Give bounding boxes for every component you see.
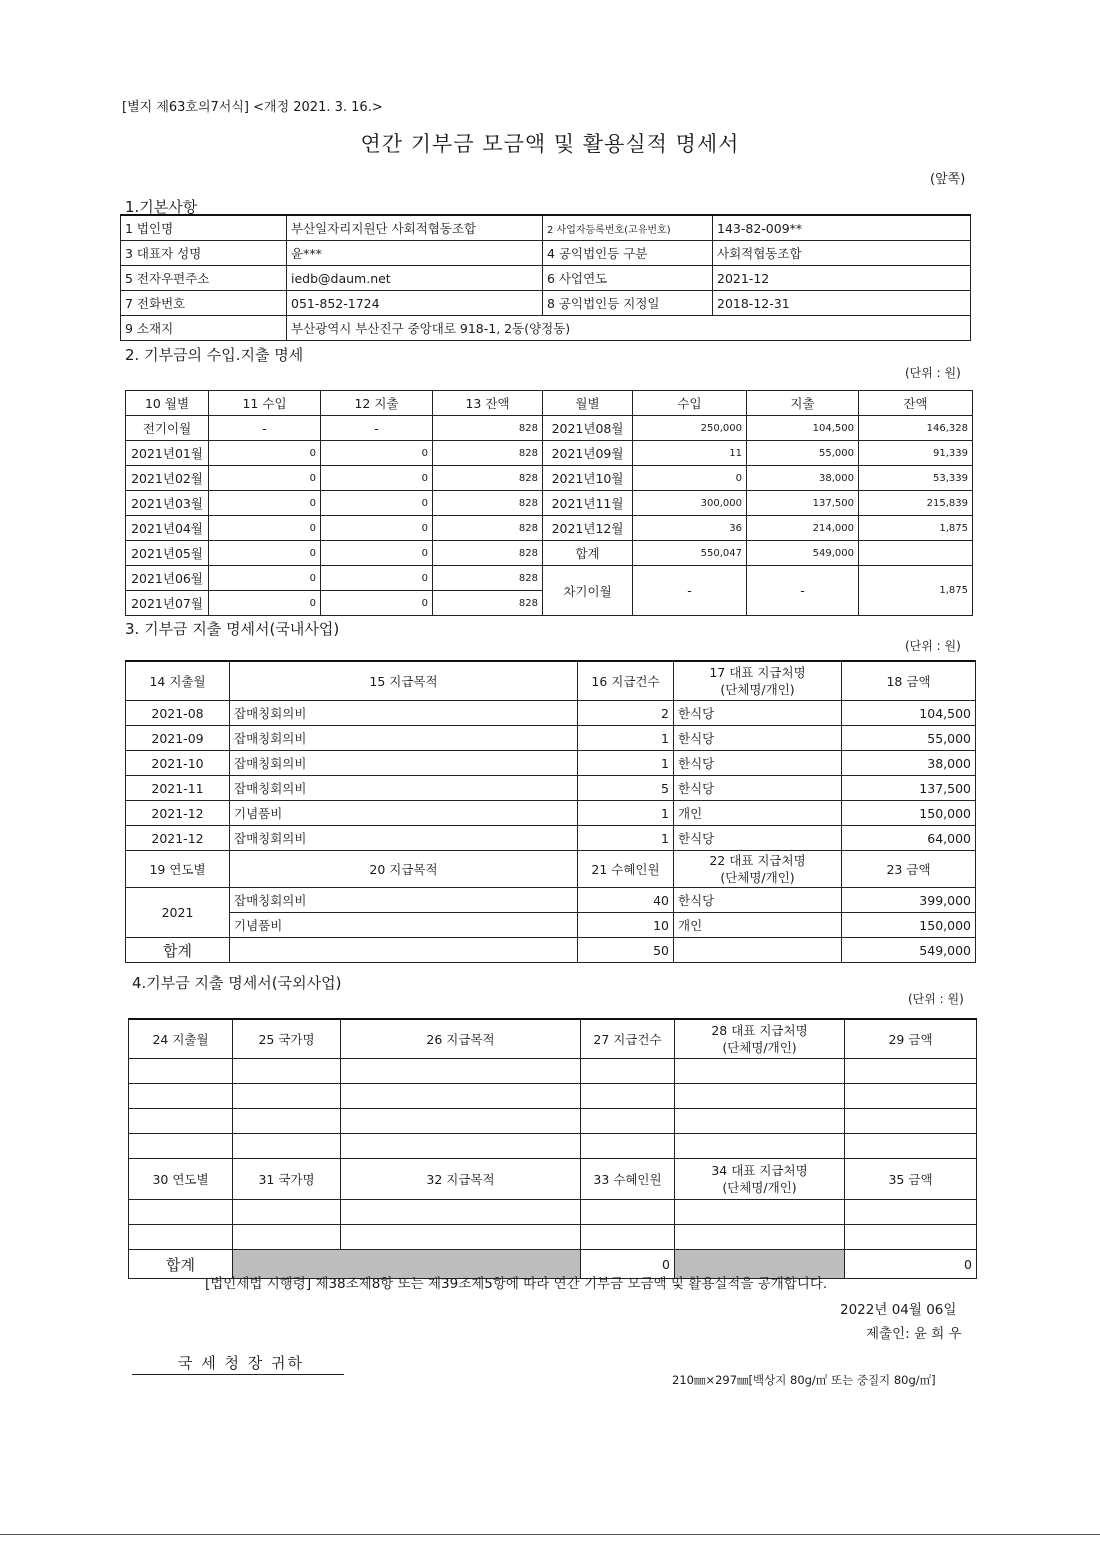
empty-cell <box>581 1109 675 1134</box>
empty-cell <box>341 1084 581 1109</box>
empty-cell <box>233 1109 341 1134</box>
month-cell: 2021년03월 <box>126 491 209 516</box>
balance-cell: 1,875 <box>859 516 973 541</box>
expense-cell: 55,000 <box>747 441 859 466</box>
column-header: 15 지급목적 <box>230 661 578 701</box>
submitter: 제출인: 윤 희 우 <box>866 1326 962 1342</box>
section2-heading: 2. 기부금의 수입.지출 명세 <box>125 346 304 364</box>
basic-info-row <box>121 266 971 291</box>
field-label: 3 대표자 성명 <box>121 241 287 266</box>
amount-cell: 150,000 <box>842 801 976 826</box>
empty-cell <box>675 1059 845 1084</box>
month-cell: 2021년07월 <box>126 591 209 616</box>
income-cell: 550,047 <box>633 541 747 566</box>
month-cell: 2021년05월 <box>126 541 209 566</box>
submission-date: 2022년 04월 06일 <box>840 1302 957 1318</box>
income-cell: - <box>633 566 747 616</box>
column-header: 23 금액 <box>842 851 976 888</box>
expense-cell: - <box>747 566 859 616</box>
header-row <box>126 661 976 701</box>
field-label: 8 공익법인등 지정일 <box>543 291 713 316</box>
empty-cell <box>341 1059 581 1084</box>
purpose-cell: 잡매칭회의비 <box>230 826 578 851</box>
basic-info-row <box>121 215 971 241</box>
column-header: 10 월별 <box>126 391 209 416</box>
empty-cell <box>341 1134 581 1159</box>
column-header: 16 지급건수 <box>578 661 674 701</box>
address-value: 부산광역시 부산진구 중앙대로 918-1, 2동(양정동) <box>287 316 971 341</box>
carry-over-balance: 1,875 <box>859 566 973 616</box>
recipient-underline <box>132 1374 344 1375</box>
field-value: 143-82-009** <box>713 215 971 241</box>
column-header: 27 지급건수 <box>581 1019 675 1059</box>
total-label: 합계 <box>126 938 230 963</box>
empty-cell <box>341 1225 581 1250</box>
count-cell: 5 <box>578 776 674 801</box>
field-label: 4 공익법인등 구분 <box>543 241 713 266</box>
month-cell: 2021년10월 <box>543 466 633 491</box>
yearly-row <box>126 913 976 938</box>
empty-cell <box>129 1059 233 1084</box>
purpose-cell: 기념품비 <box>230 801 578 826</box>
month-row <box>126 466 973 491</box>
field-value: iedb@daum.net <box>287 266 543 291</box>
balance-cell: 91,339 <box>859 441 973 466</box>
expense-cell: 38,000 <box>747 466 859 491</box>
income-cell: 300,000 <box>633 491 747 516</box>
empty-cell <box>129 1225 233 1250</box>
field-label: 9 소재지 <box>121 316 287 341</box>
payee-cell: 개인 <box>674 801 842 826</box>
empty-row <box>129 1084 977 1109</box>
balance-cell: 828 <box>433 566 543 591</box>
column-header: 잔액 <box>859 391 973 416</box>
field-label: 6 사업연도 <box>543 266 713 291</box>
expense-cell: 549,000 <box>747 541 859 566</box>
expense-row <box>126 776 976 801</box>
payee-cell: 한식당 <box>674 826 842 851</box>
empty-cell <box>675 1225 845 1250</box>
balance-cell: 828 <box>433 491 543 516</box>
section4-heading: 4.기부금 지출 명세서(국외사업) <box>132 974 342 992</box>
expense-row <box>126 726 976 751</box>
overseas-expense-table <box>128 1018 977 1279</box>
empty-cell <box>233 1059 341 1084</box>
column-header: 34 대표 지급처명 (단체명/개인) <box>675 1159 845 1200</box>
empty-cell <box>845 1225 977 1250</box>
month-cell: 합계 <box>543 541 633 566</box>
income-cell: 0 <box>209 566 321 591</box>
yearly-row <box>126 888 976 913</box>
basic-info-row <box>121 291 971 316</box>
month-cell: 2021-09 <box>126 726 230 751</box>
field-value: 윤*** <box>287 241 543 266</box>
month-row <box>126 541 973 566</box>
empty-cell <box>129 1109 233 1134</box>
total-row <box>126 938 976 963</box>
empty-cell <box>675 1109 845 1134</box>
column-header: 14 지출월 <box>126 661 230 701</box>
month-cell: 2021년02월 <box>126 466 209 491</box>
field-label: 1 법인명 <box>121 215 287 241</box>
income-cell: 0 <box>209 541 321 566</box>
empty-cell <box>581 1225 675 1250</box>
column-header: 17 대표 지급처명 (단체명/개인) <box>674 661 842 701</box>
count-cell: 1 <box>578 826 674 851</box>
month-row <box>126 441 973 466</box>
header-row <box>129 1019 977 1059</box>
column-header: 35 금액 <box>845 1159 977 1200</box>
address-row <box>121 316 971 341</box>
purpose-cell: 잡매칭회의비 <box>230 776 578 801</box>
empty-cell <box>581 1200 675 1225</box>
column-header: 33 수혜인원 <box>581 1159 675 1200</box>
expense-cell: 0 <box>321 591 433 616</box>
month-cell: 2021-10 <box>126 751 230 776</box>
unit-label: (단위 : 원) <box>908 992 964 1006</box>
expense-cell: 0 <box>321 441 433 466</box>
document-title: 연간 기부금 모금액 및 활용실적 명세서 <box>360 132 740 156</box>
empty-cell <box>233 1200 341 1225</box>
column-header: 11 수입 <box>209 391 321 416</box>
amount-cell: 104,500 <box>842 701 976 726</box>
basic-info-row <box>121 241 971 266</box>
expense-cell: - <box>321 416 433 441</box>
empty-cell <box>129 1134 233 1159</box>
expense-cell: 104,500 <box>747 416 859 441</box>
empty-cell <box>233 1134 341 1159</box>
balance-cell <box>859 541 973 566</box>
empty-cell <box>845 1059 977 1084</box>
empty-row <box>129 1225 977 1250</box>
section1-heading: 1.기본사항 <box>125 198 198 216</box>
total-count: 0 <box>581 1250 675 1279</box>
page-side: (앞쪽) <box>930 172 966 187</box>
column-header: 수입 <box>633 391 747 416</box>
empty-cell <box>230 938 578 963</box>
balance-cell: 828 <box>433 516 543 541</box>
column-header: 13 잔액 <box>433 391 543 416</box>
column-header: 22 대표 지급처명 (단체명/개인) <box>674 851 842 888</box>
recipient: 국 세 청 장 귀하 <box>178 1354 305 1372</box>
empty-row <box>129 1134 977 1159</box>
payee-cell: 한식당 <box>674 776 842 801</box>
income-cell: 0 <box>209 466 321 491</box>
empty-cell <box>845 1200 977 1225</box>
amount-cell: 399,000 <box>842 888 976 913</box>
month-cell: 2021년06월 <box>126 566 209 591</box>
empty-cell <box>845 1134 977 1159</box>
income-cell: 0 <box>633 466 747 491</box>
payee-cell: 한식당 <box>674 726 842 751</box>
expense-cell: 0 <box>321 541 433 566</box>
empty-cell <box>129 1084 233 1109</box>
field-label: 5 전자우편주소 <box>121 266 287 291</box>
month-cell: 2021년04월 <box>126 516 209 541</box>
expense-cell: 137,500 <box>747 491 859 516</box>
purpose-cell: 잡매칭회의비 <box>230 726 578 751</box>
purpose-cell: 잡매칭회의비 <box>230 751 578 776</box>
count-cell: 10 <box>578 913 674 938</box>
purpose-cell: 잡매칭회의비 <box>230 701 578 726</box>
month-cell: 2021년12월 <box>543 516 633 541</box>
empty-cell <box>581 1059 675 1084</box>
column-header: 월별 <box>543 391 633 416</box>
field-value: 051-852-1724 <box>287 291 543 316</box>
field-label: 2 사업자등록번호(고유번호) <box>543 215 713 241</box>
month-cell: 2021-12 <box>126 801 230 826</box>
form-number: [별지 제63호의7서식] <개정 2021. 3. 16.> <box>122 100 383 115</box>
paper-spec: 210㎜×297㎜[백상지 80g/㎡ 또는 중질지 80g/㎡] <box>672 1373 936 1387</box>
purpose-cell: 기념품비 <box>230 913 578 938</box>
empty-row <box>129 1059 977 1084</box>
payee-cell: 한식당 <box>674 701 842 726</box>
count-cell: 1 <box>578 726 674 751</box>
empty-cell <box>341 1200 581 1225</box>
empty-cell <box>675 1084 845 1109</box>
month-cell: 2021-11 <box>126 776 230 801</box>
empty-cell <box>675 1134 845 1159</box>
income-cell: 11 <box>633 441 747 466</box>
column-header: 12 지출 <box>321 391 433 416</box>
empty-cell <box>845 1084 977 1109</box>
expense-cell: 0 <box>321 516 433 541</box>
income-expense-table <box>125 390 973 616</box>
legal-notice: [법인세법 시행령] 제38조제8항 또는 제39조제5항에 따라 연간 기부금 모금액 및 활용실적을 공개합니다. <box>205 1276 828 1292</box>
income-cell: 0 <box>209 441 321 466</box>
amount-cell: 55,000 <box>842 726 976 751</box>
month-cell: 2021년09월 <box>543 441 633 466</box>
column-header: 30 연도별 <box>129 1159 233 1200</box>
field-value: 사회적협동조합 <box>713 241 971 266</box>
empty-cell <box>675 1200 845 1225</box>
total-amount: 0 <box>845 1250 977 1279</box>
column-header: 지출 <box>747 391 859 416</box>
column-header: 25 국가명 <box>233 1019 341 1059</box>
balance-cell: 828 <box>433 541 543 566</box>
payee-cell: 개인 <box>674 913 842 938</box>
column-header: 24 지출월 <box>129 1019 233 1059</box>
column-header: 18 금액 <box>842 661 976 701</box>
column-header: 29 금액 <box>845 1019 977 1059</box>
expense-row <box>126 751 976 776</box>
payee-cell: 한식당 <box>674 751 842 776</box>
empty-cell <box>341 1109 581 1134</box>
expense-cell: 0 <box>321 566 433 591</box>
expense-row <box>126 801 976 826</box>
amount-cell: 38,000 <box>842 751 976 776</box>
column-header: 19 연도별 <box>126 851 230 888</box>
count-cell: 40 <box>578 888 674 913</box>
month-cell: 2021-12 <box>126 826 230 851</box>
amount-cell: 64,000 <box>842 826 976 851</box>
balance-cell: 828 <box>433 416 543 441</box>
header-row <box>129 1159 977 1200</box>
header-row <box>126 851 976 888</box>
column-header: 26 지급목적 <box>341 1019 581 1059</box>
empty-cell <box>233 1084 341 1109</box>
income-cell: 0 <box>209 591 321 616</box>
month-row <box>126 516 973 541</box>
income-cell: - <box>209 416 321 441</box>
column-header: 21 수혜인원 <box>578 851 674 888</box>
month-row <box>126 416 973 441</box>
income-cell: 0 <box>209 516 321 541</box>
expense-row <box>126 826 976 851</box>
payee-cell: 한식당 <box>674 888 842 913</box>
column-header: 32 지급목적 <box>341 1159 581 1200</box>
year-cell: 2021 <box>126 888 230 938</box>
amount-cell: 150,000 <box>842 913 976 938</box>
balance-cell: 828 <box>433 591 543 616</box>
month-cell: 2021년01월 <box>126 441 209 466</box>
purpose-cell: 잡매칭회의비 <box>230 888 578 913</box>
empty-row <box>129 1200 977 1225</box>
expense-cell: 214,000 <box>747 516 859 541</box>
field-label: 7 전화번호 <box>121 291 287 316</box>
expense-cell: 0 <box>321 491 433 516</box>
carry-over-label: 차기이월 <box>543 566 633 616</box>
income-cell: 36 <box>633 516 747 541</box>
balance-cell: 146,328 <box>859 416 973 441</box>
month-cell: 전기이월 <box>126 416 209 441</box>
month-cell: 2021-08 <box>126 701 230 726</box>
column-header: 28 대표 지급처명 (단체명/개인) <box>675 1019 845 1059</box>
month-cell: 2021년11월 <box>543 491 633 516</box>
balance-cell: 215,839 <box>859 491 973 516</box>
empty-cell <box>674 938 842 963</box>
total-amount: 549,000 <box>842 938 976 963</box>
empty-cell <box>129 1200 233 1225</box>
month-cell: 2021년08월 <box>543 416 633 441</box>
balance-cell: 828 <box>433 466 543 491</box>
column-header: 31 국가명 <box>233 1159 341 1200</box>
column-header: 20 지급목적 <box>230 851 578 888</box>
unit-label: (단위 : 원) <box>905 639 961 653</box>
basic-info-table <box>120 214 971 341</box>
month-row <box>126 491 973 516</box>
amount-cell: 137,500 <box>842 776 976 801</box>
total-count: 50 <box>578 938 674 963</box>
month-row <box>126 566 973 591</box>
balance-cell: 828 <box>433 441 543 466</box>
count-cell: 1 <box>578 801 674 826</box>
domestic-expense-table <box>125 660 976 963</box>
field-value: 부산일자리지원단 사회적협동조합 <box>287 215 543 241</box>
expense-cell: 0 <box>321 466 433 491</box>
field-value: 2021-12 <box>713 266 971 291</box>
field-value: 2018-12-31 <box>713 291 971 316</box>
income-cell: 0 <box>209 491 321 516</box>
income-cell: 250,000 <box>633 416 747 441</box>
empty-cell <box>845 1109 977 1134</box>
empty-cell <box>581 1134 675 1159</box>
scan-edge-line <box>0 1534 1100 1535</box>
expense-row <box>126 701 976 726</box>
count-cell: 2 <box>578 701 674 726</box>
header-row <box>126 391 973 416</box>
empty-cell <box>581 1084 675 1109</box>
empty-row <box>129 1109 977 1134</box>
count-cell: 1 <box>578 751 674 776</box>
unit-label: (단위 : 원) <box>905 366 961 380</box>
section3-heading: 3. 기부금 지출 명세서(국내사업) <box>125 620 340 638</box>
empty-cell <box>233 1225 341 1250</box>
total-label: 합계 <box>129 1250 233 1279</box>
balance-cell: 53,339 <box>859 466 973 491</box>
